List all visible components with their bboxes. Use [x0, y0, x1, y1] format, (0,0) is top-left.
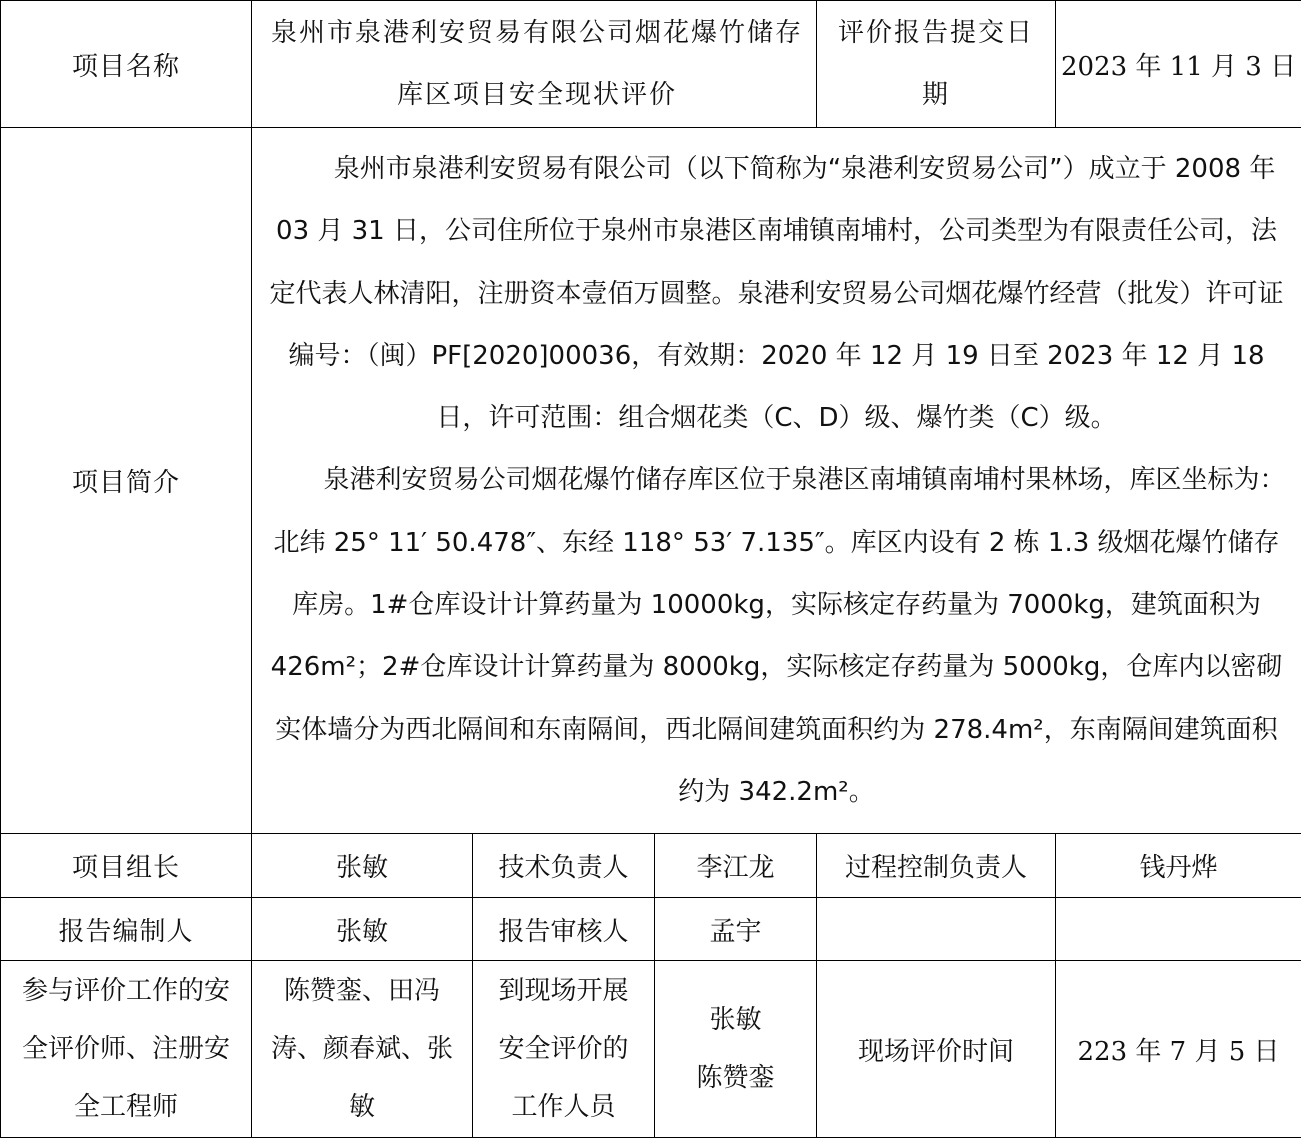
intro-paragraph-2: 泉港利安贸易公司烟花爆竹储存库区位于泉港区南埔镇南埔村果林场，库区坐标为：北纬 25° 11′ 50.478″、东经 118° 53′ 7.135″。库区内设有 2 栋 1.3 级烟花爆竹储存库房。1#仓库设计计算药量为 10000kg，实际核定存药量为 7000kg，建筑面积为 426m²；2#仓库设计计算药量为 8000kg，实际核定存药量为 5000kg，仓库内以密砌实体墙分为西北隔间和东南隔间，西北隔间建筑面积约为 278.4m²，东南隔间建筑面积约为 342.2m²。	[266, 449, 1287, 823]
empty-cell-2	[1056, 898, 1301, 961]
row-team	[1, 834, 1301, 898]
report-reviewer-label: 报告审核人	[473, 898, 655, 961]
process-control-value: 钱丹烨	[1056, 834, 1301, 898]
tech-lead-value: 李江龙	[655, 834, 817, 898]
empty-cell-1	[817, 898, 1056, 961]
onsite-person-2: 陈赞銮	[655, 1049, 816, 1107]
row-report-staff	[1, 898, 1301, 961]
project-intro-text	[252, 128, 1301, 834]
process-control-label: 过程控制负责人	[817, 834, 1056, 898]
project-leader-label: 项目组长	[1, 834, 252, 898]
onsite-time-value: 223 年 7 月 5 日	[1056, 961, 1301, 1138]
onsite-time-label: 现场评价时间	[817, 961, 1056, 1138]
row-participants	[1, 961, 1301, 1138]
project-name-label: 项目名称	[1, 1, 252, 128]
participants-label: 参与评价工作的安全评价师、注册安全工程师	[1, 961, 252, 1138]
row-project-intro	[1, 128, 1301, 834]
report-reviewer-value: 孟宇	[655, 898, 817, 961]
onsite-staff-value	[655, 961, 817, 1138]
project-name-value: 泉州市泉港利安贸易有限公司烟花爆竹储存库区项目安全现状评价	[252, 1, 817, 128]
project-leader-value: 张敏	[252, 834, 473, 898]
report-author-label: 报告编制人	[1, 898, 252, 961]
tech-lead-label: 技术负责人	[473, 834, 655, 898]
onsite-person-1: 张敏	[655, 991, 816, 1049]
intro-paragraph-1: 泉州市泉港利安贸易有限公司（以下简称为“泉港利安贸易公司”）成立于 2008 年 03 月 31 日，公司住所位于泉州市泉港区南埔镇南埔村，公司类型为有限责任公司，法定代表人林清阳，注册资本壹佰万圆整。泉港利安贸易公司烟花爆竹经营（批发）许可证编号：（闽）PF[2020]00036，有效期：2020 年 12 月 19 日至 2023 年 12 月 18 日，许可范围：组合烟花类（C、D）级、爆竹类（C）级。	[266, 138, 1287, 449]
onsite-staff-label: 到现场开展安全评价的工作人员	[473, 961, 655, 1138]
submission-date-label: 评价报告提交日期	[817, 1, 1056, 128]
report-author-value: 张敏	[252, 898, 473, 961]
participants-value: 陈赞銮、田冯涛、颜春斌、张敏	[252, 961, 473, 1138]
submission-date-value: 2023 年 11 月 3 日	[1056, 1, 1301, 128]
row-project-name	[1, 1, 1301, 128]
project-intro-label: 项目简介	[1, 128, 252, 834]
